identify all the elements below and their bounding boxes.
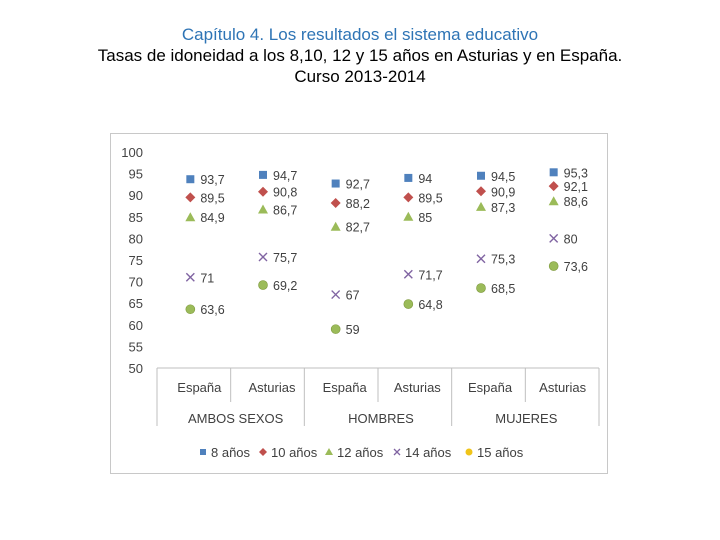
data-point-diamond [258,187,268,197]
data-point-diamond [403,192,413,202]
data-label: 71 [200,271,215,286]
data-point-diamond [331,198,341,208]
data-point-circle [404,300,413,309]
y-tick-label: 50 [128,361,143,376]
legend-marker-diamond [259,448,267,456]
legend-label: 15 años [477,445,524,460]
legend-marker-triangle [325,448,333,455]
x-tick-label: Asturias [393,380,441,395]
data-point-circle [331,325,340,334]
data-point-triangle [331,222,341,231]
y-tick-label: 95 [128,166,143,182]
x-tick-label: Asturias [248,380,296,395]
data-label: 59 [345,323,360,338]
data-point-square [550,168,558,176]
data-point-triangle [403,212,413,221]
data-point-triangle [549,196,559,205]
data-label: 89,5 [418,191,443,206]
data-point-square [332,180,340,188]
data-point-circle [549,262,558,271]
data-point-x [186,273,194,281]
group-label: HOMBRES [348,411,414,426]
x-tick-label: España [177,380,222,395]
x-tick-label: Asturias [539,380,587,395]
data-label: 63,6 [200,303,225,318]
data-label: 88,6 [563,195,589,210]
data-label: 75,3 [491,252,516,267]
data-point-x [477,255,485,263]
data-label: 75,7 [273,250,298,265]
y-tick-label: 70 [128,274,143,290]
y-tick-label: 65 [128,296,143,312]
data-point-x [259,253,267,261]
data-point-x [550,234,558,242]
legend-label: 14 años [405,445,452,460]
legend-label: 8 años [211,445,251,460]
y-tick-label: 75 [128,253,143,268]
chart-frame [110,133,608,474]
data-point-x [332,291,340,299]
y-tick-label: 90 [128,188,143,204]
data-label: 68,5 [491,282,516,297]
data-label: 89,5 [200,191,225,206]
group-label: MUJERES [495,411,558,426]
scatter-chart [111,134,609,475]
data-point-diamond [185,192,195,202]
legend-label: 12 años [337,445,384,460]
data-label: 84,9 [200,211,225,226]
data-label: 64,8 [418,298,443,313]
data-point-triangle [258,204,268,213]
x-tick-label: España [322,380,367,395]
data-point-triangle [476,202,486,211]
chapter-title: Capítulo 4. Los resultados el sistema educativo [181,25,539,44]
y-tick-label: 85 [128,209,143,225]
group-label: AMBOS SEXOS [187,411,284,426]
data-label: 87,3 [491,200,516,215]
data-point-circle [259,281,268,290]
chart-title: Tasas de idoneidad a los 8,10, 12 y 15 años en Asturias y en España. [97,46,623,65]
data-label: 82,7 [345,220,371,235]
legend-label: 10 años [271,445,318,460]
data-point-square [477,172,485,180]
data-label: 90,9 [491,185,516,200]
data-label: 80 [563,232,578,247]
data-point-square [404,174,412,182]
data-point-square [186,175,194,183]
y-tick-label: 55 [128,339,143,355]
data-label: 88,2 [345,196,371,211]
data-label: 92,1 [563,180,589,195]
y-tick-label: 100 [121,145,143,160]
legend-marker-square [200,449,206,455]
data-label: 95,3 [563,166,589,181]
data-label: 86,7 [273,203,298,218]
data-label: 93,7 [200,173,225,188]
data-point-circle [477,284,486,293]
data-label: 94,5 [491,169,516,184]
data-label: 90,8 [273,185,298,200]
data-label: 71,7 [418,268,443,283]
data-label: 85 [418,210,433,225]
data-point-square [259,171,267,179]
y-tick-label: 60 [128,317,143,333]
data-point-triangle [185,212,195,221]
x-tick-label: España [467,380,513,395]
data-label: 69,2 [273,279,298,294]
data-label: 94 [418,171,433,186]
chart-subtitle: Curso 2013-2014 [294,67,426,86]
y-tick-label: 80 [128,231,143,247]
data-label: 92,7 [345,177,371,192]
legend-marker-circle [466,449,473,456]
title-block [0,24,720,87]
data-label: 94,7 [273,168,298,183]
legend-marker-x [394,449,400,455]
data-point-x [404,270,412,278]
data-point-diamond [549,181,559,191]
data-label: 67 [345,288,360,303]
data-label: 73,6 [563,260,589,275]
data-point-diamond [476,186,486,196]
data-point-circle [186,305,195,314]
